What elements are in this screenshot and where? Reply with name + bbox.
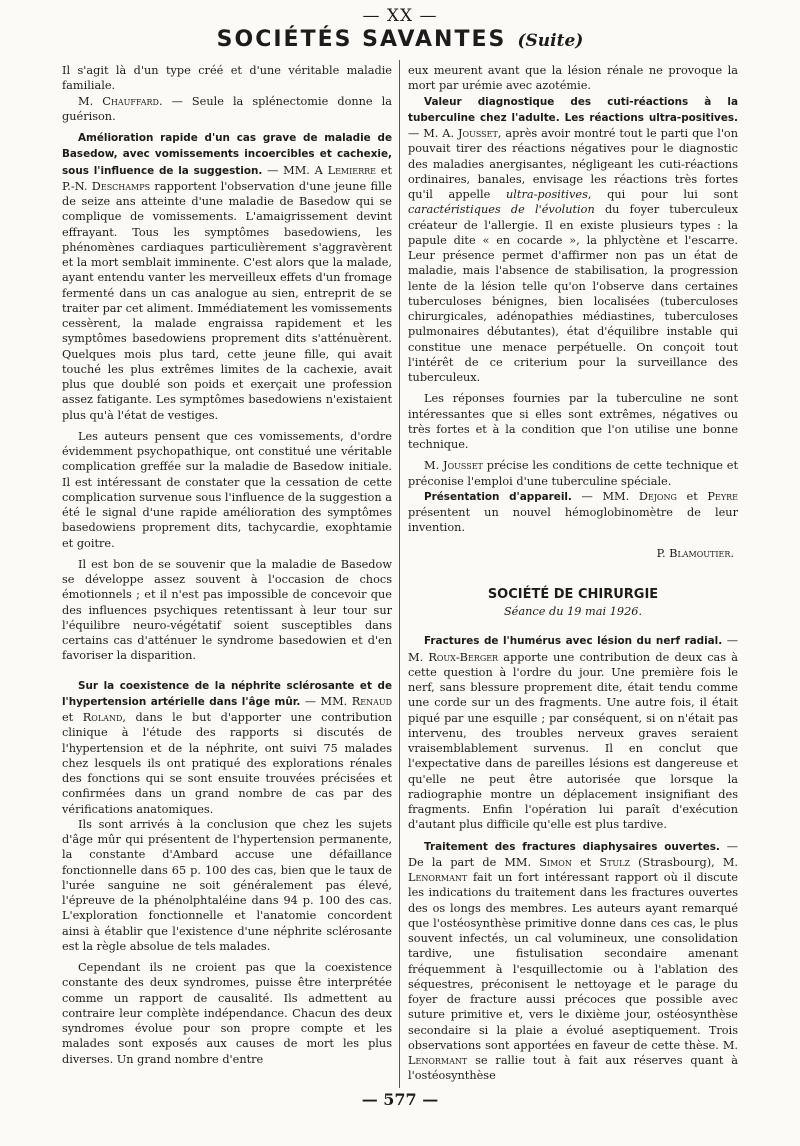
paragraph-text: fait un fort intéressant rapport où il discute les indications du traitement dans les fractures ouvertes des os longs des membres. Les auteurs ayant remarqué que l'ostéosynthèse primitive donne dans ces cas, le plus souvent infectés, un cal volumineux, une consolidation tardive, une fistulisation secondaire amenant fréquemment à l'esquillectomie ou à l'ablation des séquestres, préconisent le nettoyage et le parage du foyer de fracture aussi précoces que possible avec suture primitive et, vers le dixième jour, ostéosynthèse secondaire si la plaie a évolué aseptiquement. Trois observations sont apportées en faveur de cette thèse. [408,871,738,1052]
page-title [0,27,800,52]
author-name: Renaud [351,694,393,708]
paragraph-text: du foyer tuberculeux créateur de l'allergie. Il en existe plusieurs types : la papule dite « en cocarde », la phlyctène et l'escarre. Leur présence permet d'affirmer non pas un état de maladie, mais l'absence de stabilisation, la progression lente de la lésion telle qu'on l'observe dans certaines tuberculoses bénignes, bien localisées (tuberculoses chirurgicales, adénopathies médiastines, tuberculoses pulmonaires débutantes), état d'équilibre instable qui constitue une menace perpétuelle. On conçoit tout l'intérêt de ce criterium pour la surveillance des tuberculeux. [408,203,738,384]
author-name: Jousset [458,127,498,140]
author-name: Simon [539,855,572,869]
article-heading: Fractures de l'humérus avec lésion du nerf radial. [424,635,723,648]
paragraph: Les auteurs pensent que ces vomissements, d'ordre évidemment psychopathique, ont constitué une véritable complication greffée sur la maladie de Basedow initiale. Il est intéressant de constater que la cessation de cette complication survenue sous l'influence de la suggestion a été le signal d'une rapide amélioration des symptômes basedowiens proprement dits, tachycardie, exophtamie et goitre. [62,429,392,550]
paragraph-text: présentent un nouvel hémoglobinomètre de leur invention. [408,506,738,535]
paragraph-text: se rallie tout à fait aux réserves quant à l'ostéosynthèse [408,1054,738,1083]
paragraph [408,633,738,832]
paragraph: Il est bon de se souvenir que la maladie de Basedow se développe assez souvent à l'occasion de chocs émotionnels ; et il n'est pas impossible de concevoir que des influences psychiques retentissant à leur tour sur l'équilibre neuro-végétatif soient susceptibles dans certains cas d'atténuer le syndrome basedowien et d'en favoriser la disparition. [62,557,392,663]
paragraph-text: , qui pour lui sont [587,188,738,201]
paragraph: Cependant ils ne croient pas que la coexistence constante des deux syndromes, puisse être interprétée comme un rapport de causalité. Ils admettent au contraire leur complète indépendance. Chacun des deux syndromes évolue pour son propre compte et les malades sont exposés aux causes de mort les plus diverses. Un grand nombre d'entre [62,961,392,1066]
paragraph-text: apporte une contribution de deux cas à cette question à l'ordre du jour. Une première fois le nerf, sans blessure proprement dite, était tendu comme une corde sur un des fragments. Une autre fois, il était piqué par une esquille ; par conséquent, si on n'était pas intervenu, des troubles nerveux graves seraient vraisemblablement survenus. Il en conclut que l'expectative dans de pareilles lésions est dangereuse et qu'elle ne peut être autorisée que lorsque la radiographie montre un déplacement insignifiant des fragments. Enfin l'opération lui paraît d'exécution d'autant plus difficile qu'elle est plus tardive. [408,650,738,832]
paragraph-text: précise les conditions de cette technique et préconise l'emploi d'une tuberculine spéciale. [408,459,739,488]
paragraph: Il s'agit là d'un type créé et d'une véritable maladie familiale. [62,64,392,93]
article-heading: Traitement des fractures diaphysaires ouvertes. [424,840,720,853]
author-name: M. Jousset [424,459,483,473]
section-heading: SOCIÉTÉ DE CHIRURGIE [487,586,659,602]
paragraph-text: et P.-N. [62,163,392,193]
paragraph [408,489,738,536]
right-column [408,63,738,1084]
paragraph-text: (Strasbourg), M. [630,855,738,869]
emphasis-text: caractéristiques de l'évolution [408,203,595,217]
paragraph-text: — De la part de MM. [408,839,738,869]
paragraph: eux meurent avant que la lésion rénale ne provoque la mort par urémie avec azotémie. [408,64,738,93]
paragraph-text: , après avoir montré tout le parti que l'on pouvait tirer des réactions négatives pour le diagnostic des maladies anergisantes, négligeant les cuti-réactions ordinaires, banales, envisage les réactions très fortes qu'il appelle [408,127,738,201]
article-heading: Présentation d'appareil. [424,490,572,503]
author-name: Dejong [638,489,677,503]
paragraph [62,130,392,423]
author-name: Peyre [707,489,738,503]
paragraph [408,458,738,489]
paragraph [62,94,392,125]
paragraph: Ils sont arrivés à la conclusion que chez les sujets d'âge mûr qui présentent de l'hypertension permanente, la constante d'Ambard accuse une défaillance fonctionnelle dans 65 p. 100 des cas, bien que le taux de l'urée sanguine ne soit généralement pas élevé, l'épreuve de la phénolphtaléine dans 94 p. 100 des cas. L'exploration fonctionnelle et l'anatomie concordent ainsi à établir que l'existence d'une néphrite sclérosante est la règle absolue de tels malades. [62,817,392,953]
emphasis-text: ultra-positives [506,188,588,201]
paragraph-text: rapportent l'observation d'une jeune fille de seize ans atteinte d'une maladie de Basedow qui se complique de vomissements. L'amaigrissement devint effrayant. Tous les symptômes basedowiens, les phénomènes cardiaques particulièrement s'aggravèrent et la mort semblait imminente. C'est alors que la malade, ayant entendu vanter les merveilleux effets d'un fromage fermenté dans un cas analogue au sien, entreprit de se traiter par cet aliment. Immédiatement les vomissements cessèrent, la malade engraissa rapidement et les symptômes basedowiens proprement dits s'atténuèrent. Quelques mois plus tard, cette jeune fille, qui avait touché les plus extrêmes limites de la cachexie, avait plus que doublé son poids et exerçait une profession assez fatigante. Les symptômes basedowiens n'existaient plus qu'à l'état de vestiges. [62,179,392,422]
paragraph-text: — MM. [571,489,639,503]
paragraph-text: , dans le but d'apporter une contribution clinique à l'étude des rapports si discutés de l'hypertension et de la néphrite, ont suivi 75 malades chez lesquels ils ont pratiqué des explorations rénales des fonctions qui se sont ensuite trouvées précisées et confirmées dans un grand nombre de cas par des vérifications anatomiques. [62,711,392,816]
page-roman-numeral: — XX — [362,6,438,26]
paragraph-text: — M. A. [408,127,458,140]
column-divider [399,60,400,1088]
page-number: — 577 — [361,1090,439,1109]
paragraph [408,839,738,1084]
author-name: Lemierre [327,163,376,177]
left-column [62,63,392,1067]
paragraph-text: et [571,855,600,869]
author-name: Roland [82,711,123,724]
author-name: Deschamps [91,179,151,193]
section-title-suite: (Suite) [517,31,584,51]
article-heading: Valeur diagnostique des cuti-réactions à la tuberculine chez l'adulte. Les réactions ultra-positives. [408,95,738,124]
session-date: Séance du 19 mai 1926. [503,605,643,618]
paragraph-text: et [62,711,83,724]
paragraph-text: — Seule la splénectomie donne la guérison. [62,94,392,123]
author-name: Stulz [599,855,631,869]
article-heading: Amélioration rapide d'un cas grave de maladie de Basedow, avec vomissements incoercibles et cachexie, sous l'influence de la suggestion. [62,132,392,177]
paragraph-text: — M. [408,634,738,664]
signature: P. Blamoutier. [656,546,734,560]
author-name: Roux-Berger [428,650,499,664]
paragraph [62,678,392,817]
paragraph: Les réponses fournies par la tuberculine ne sont intéressantes que si elles sont extrêmes, négatives ou très fortes et à la condition que l'on utilise une bonne technique. [408,392,738,451]
paragraph-text: — MM. A [262,163,328,177]
author-name: M. Chauffard. [78,94,163,108]
section-title-main: SOCIÉTÉS SAVANTES [216,27,507,52]
paragraph [408,94,738,386]
paragraph-text: — MM. [300,694,352,708]
paragraph-text: et [676,489,708,503]
author-name: M. Lenormant [408,1038,738,1067]
author-name: Lenormant [408,871,468,884]
article-heading: Sur la coexistence de la néphrite sclérosante et de l'hypertension artérielle dans l'âge mûr. [62,679,392,708]
